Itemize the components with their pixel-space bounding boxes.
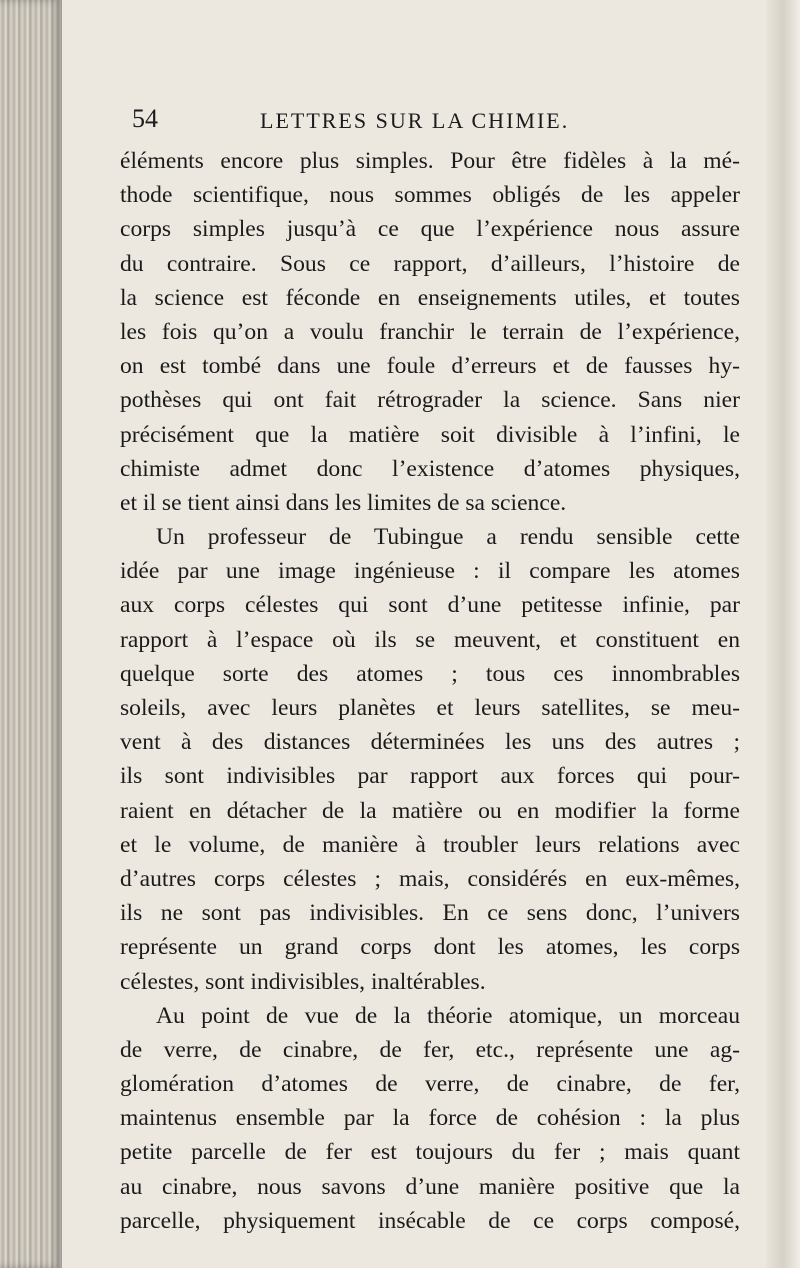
running-title: LETTRES SUR LA CHIMIE. <box>260 108 570 133</box>
text-line: soleils, avec leurs planètes et leurs satellites, se meu- <box>120 695 740 721</box>
text-line: Un professeur de Tubingue a rendu sensible cette <box>156 524 740 551</box>
page-edge <box>766 0 800 1268</box>
text-line: petite parcelle de fer est toujours du fer ; mais quant <box>120 1139 740 1166</box>
text-line: la science est féconde en enseignements utiles, et toutes <box>120 284 740 311</box>
text-line: on est tombé dans une foule d’erreurs et de fausses hy- <box>120 353 740 380</box>
text-line: thode scientifique, nous sommes obligés de les appeler <box>120 182 740 209</box>
text-line: de verre, de cinabre, de fer, etc., représente une ag- <box>120 1036 740 1063</box>
text-line: idée par une image ingénieuse : il compare les atomes <box>120 558 740 585</box>
text-line: ils ne sont pas indivisibles. En ce sens donc, l’univers <box>120 900 740 927</box>
text-line: aux corps célestes qui sont d’une petitesse infinie, par <box>120 592 740 619</box>
text-line: et il se tient ainsi dans les limites de sa science. <box>120 489 567 516</box>
text-line: glomération d’atomes de verre, de cinabre, de fer, <box>120 1071 740 1098</box>
body-text <box>120 144 740 1238</box>
text-line: vent à des distances déterminées les uns des autres ; <box>120 729 740 756</box>
text-line: quelque sorte des atomes ; tous ces innombrables <box>120 660 740 687</box>
text-line: du contraire. Sous ce rapport, d’ailleurs, l’histoire de <box>120 250 740 277</box>
text-line: corps simples jusqu’à ce que l’expérience nous assure <box>120 216 740 243</box>
text-line: précisément que la matière soit divisible à l’infini, le <box>120 421 740 448</box>
text-line: parcelle, physiquement insécable de ce corps composé, <box>120 1207 740 1234</box>
text-line: d’autres corps célestes ; mais, considérés en eux-mêmes, <box>120 865 740 892</box>
text-line: chimiste admet donc l’existence d’atomes physiques, <box>120 455 740 482</box>
text-line: au cinabre, nous savons d’une manière positive que la <box>120 1173 740 1200</box>
book-page <box>120 104 740 1238</box>
page-header <box>120 104 740 144</box>
text-line: pothèses qui ont fait rétrograder la science. Sans nier <box>120 387 740 414</box>
text-line: rapport à l’espace où ils se meuvent, et constituent en <box>120 626 740 653</box>
page-number: 54 <box>132 104 158 133</box>
text-line: Au point de vue de la théorie atomique, un morceau <box>156 1002 740 1029</box>
text-line: maintenus ensemble par la force de cohésion : la plus <box>120 1105 740 1132</box>
text-line: représente un grand corps dont les atomes, les corps <box>120 934 740 961</box>
text-line: raient en détacher de la matière ou en modifier la forme <box>120 797 740 824</box>
text-line: célestes, sont indivisibles, inaltérables. <box>120 968 486 995</box>
book-binding-gutter <box>0 0 62 1268</box>
text-line: ils sont indivisibles par rapport aux forces qui pour- <box>120 763 740 790</box>
text-line: éléments encore plus simples. Pour être fidèles à la mé- <box>120 148 740 174</box>
text-line: et le volume, de manière à troubler leurs relations avec <box>120 831 740 858</box>
text-line: les fois qu’on a voulu franchir le terrain de l’expérience, <box>120 318 740 345</box>
